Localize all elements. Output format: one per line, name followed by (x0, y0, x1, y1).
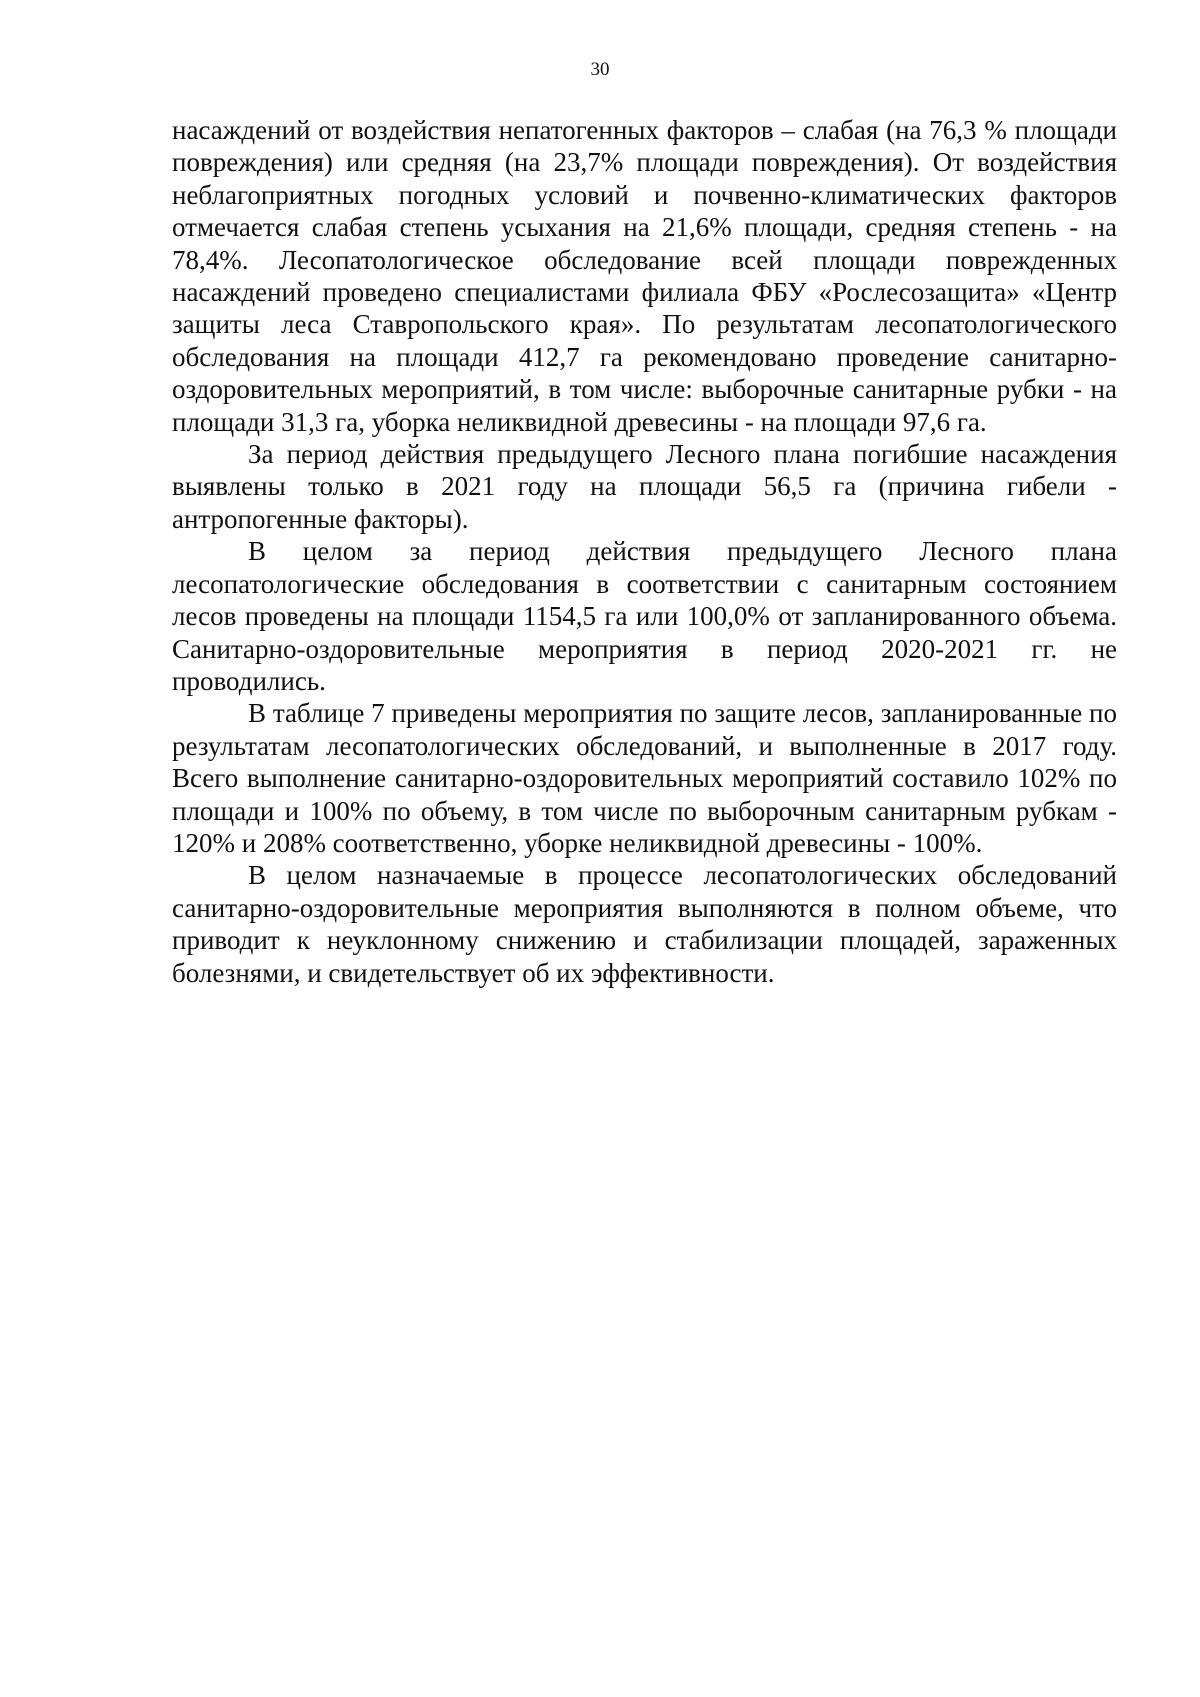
paragraph-surveys-summary: В целом за период действия предыдущего Лесного плана лесопатологические обследования в соответствии с санитарным состоянием лесов проведены на площади 1154,5 га или 100,0% от запланированного объема. Санитарно-оздоровительные мероприятия в период 2020-2021 гг. не проводились. (172, 536, 1117, 696)
paragraph-conclusion: В целом назначаемые в процессе лесопатологических обследований санитарно-оздоровительные мероприятия выполняются в полном объеме, что приводит к неуклонному снижению и стабилизации площадей, зараженных болезнями, и свидетельствует об их эффективности. (172, 860, 1117, 988)
paragraph-table-7: В таблице 7 приведены мероприятия по защите лесов, запланированные по результатам лесопатологических обследований, и выполненные в 2017 году. Всего выполнение санитарно-оздоровительных мероприятий составило 102% по площади и 100% по объему, в том числе по выборочным санитарным рубкам - 120% и 208% соответственно, уборке неликвидной древесины - 100%. (172, 698, 1117, 858)
document-body (172, 114, 1117, 989)
page-number: 30 (590, 59, 610, 80)
paragraph-continuation: насаждений от воздействия непатогенных факторов – слабая (на 76,3 % площади повреждения) или средняя (на 23,7% площади повреждения). От воздействия неблагоприятных погодных условий и почвенно-климатических факторов отмечается слабая степень усыхания на 21,6% площади, средняя степень - на 78,4%. Лесопатологическое обследование всей площади поврежденных насаждений проведено специалистами филиала ФБУ «Рослесозащита» «Центр защиты леса Ставропольского края». По результатам лесопатологического обследования на площади 412,7 га рекомендовано проведение санитарно-оздоровительных мероприятий, в том числе: выборочные санитарные рубки - на площади 31,3 га, уборка неликвидной древесины - на площади 97,6 га. (172, 115, 1117, 437)
paragraph-dead-stands: За период действия предыдущего Лесного плана погибшие насаждения выявлены только в 2021 году на площади 56,5 га (причина гибели - антропогенные факторы). (172, 439, 1117, 534)
